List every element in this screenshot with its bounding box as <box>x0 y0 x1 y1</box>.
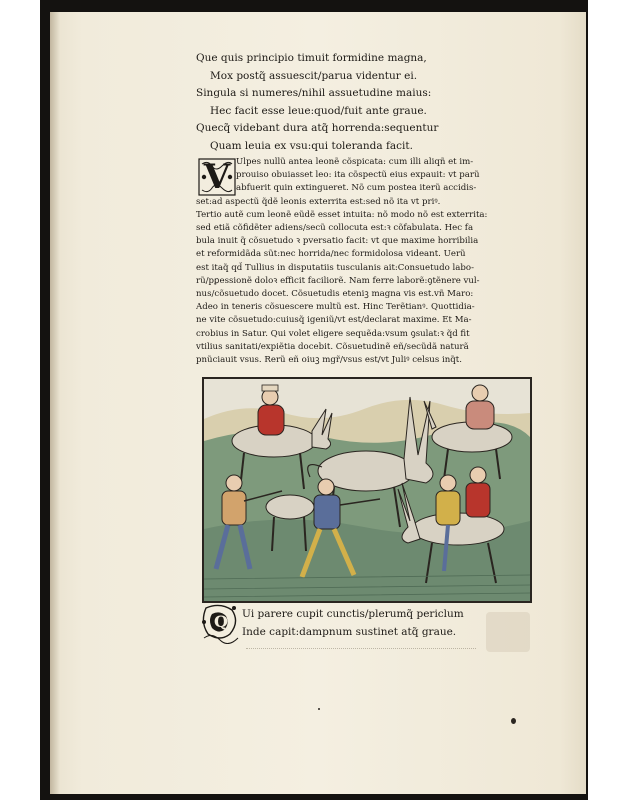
prose-line: crobius in Satur. Qui volet eligere sequẽda:vsum ꝯsulat:ꝛ q̃d fit <box>196 328 470 339</box>
verse-line: Que quis principio timuit formidine magna, <box>196 52 427 64</box>
verse-line: Quam leuia ex vsu:qui toleranda facit. <box>210 139 413 152</box>
prose-line: prouiso obuiasset leo: ita cõspectũ eius expauit: vt parũ <box>236 170 480 181</box>
prose-line: abfuerit quin extingueret. Nõ cum postea iterũ accidis- <box>236 183 477 194</box>
page-gutter-shadow <box>50 12 60 794</box>
faint-bleedthrough <box>246 648 476 653</box>
verse-line: Mox postq̃ assuescit/parua videntur ei. <box>210 69 418 82</box>
library-stamp <box>486 612 530 652</box>
woodcut-scene <box>204 379 530 601</box>
closing-line: Ui parere cupit cunctis/plerumq̃ periclum <box>242 608 464 620</box>
ink-speck <box>318 708 320 710</box>
prose-line: rũ/pꝑessionẽ doloꝛ efficit faciliorẽ. Nam ferre laborẽ:ꝯtẽnere vul- <box>196 275 480 286</box>
prose-line: Tertio autẽ cum leonẽ eũdẽ esset intuita: nõ modo nõ est exterrita: <box>196 209 488 220</box>
prose-line: bula inuit q̃ cõsuetudo ꝛ pversatio facit: vt que maxime horribilia <box>196 236 479 247</box>
ink-speck <box>511 718 516 724</box>
prose-line: est itaq̃ qd̃ Tullius in disputatiis tusculanis ait:Consuetudo labo- <box>196 262 474 273</box>
initial-letter-q: Q <box>214 612 228 631</box>
prose-block <box>196 156 526 367</box>
prose-line: vtilius sanitati/expiẽtia docebit. Cõsuetudinẽ eñ/secũdã naturã <box>196 341 469 352</box>
prose-line: ne vite cõsuetudo:cuiusq̃ igeniũ/vt est/declarat maxime. Et Ma- <box>196 315 472 326</box>
verse-line: Hec facit esse leue:quod/fuit ante graue. <box>210 104 427 117</box>
initial-letter: V <box>203 157 231 197</box>
closing-line: Inde capit:dampnum sustinet atq̃ graue. <box>242 625 457 638</box>
prose-line: pnũciauit vsus. Rerũ eñ oiuꝫ mgr̃/vsus est/vt Juliꝰ celsus inq̃t. <box>196 355 462 366</box>
prose-line: set:ad aspectũ q̃dẽ leonis exterrita est:sed nõ ita vt priꝰ. <box>196 196 441 207</box>
prose-line: Adeo in teneris cõsuescere multũ est. Hinc Terẽtianꝰ. Quottidia- <box>196 302 475 313</box>
closing-verse <box>196 606 526 641</box>
prose-line: sed etiã cõfidẽter adiens/secũ collocuta est:ꝛ cõfabulata. Hec fa <box>196 223 474 234</box>
prose-line: Ulpes nullũ antea leonẽ cõspicata: cum illi aliqñ et im- <box>236 157 474 167</box>
prose-line: et reformidãda sũt:nec horrida/nec formidolosa videant. Uerũ <box>196 249 466 260</box>
verse-line: Singula si numeres/nihil assuetudine maius: <box>196 87 432 99</box>
verse-block <box>196 50 526 155</box>
woodcut-illustration <box>202 377 532 603</box>
verse-line: Quecq̃ videbant dura atq̃ horrenda:sequentur <box>196 122 439 134</box>
prose-line: nus/cõsuetudo docet. Cõsuetudis eteniꝫ magna vis est.vñ Maro: <box>196 289 474 300</box>
